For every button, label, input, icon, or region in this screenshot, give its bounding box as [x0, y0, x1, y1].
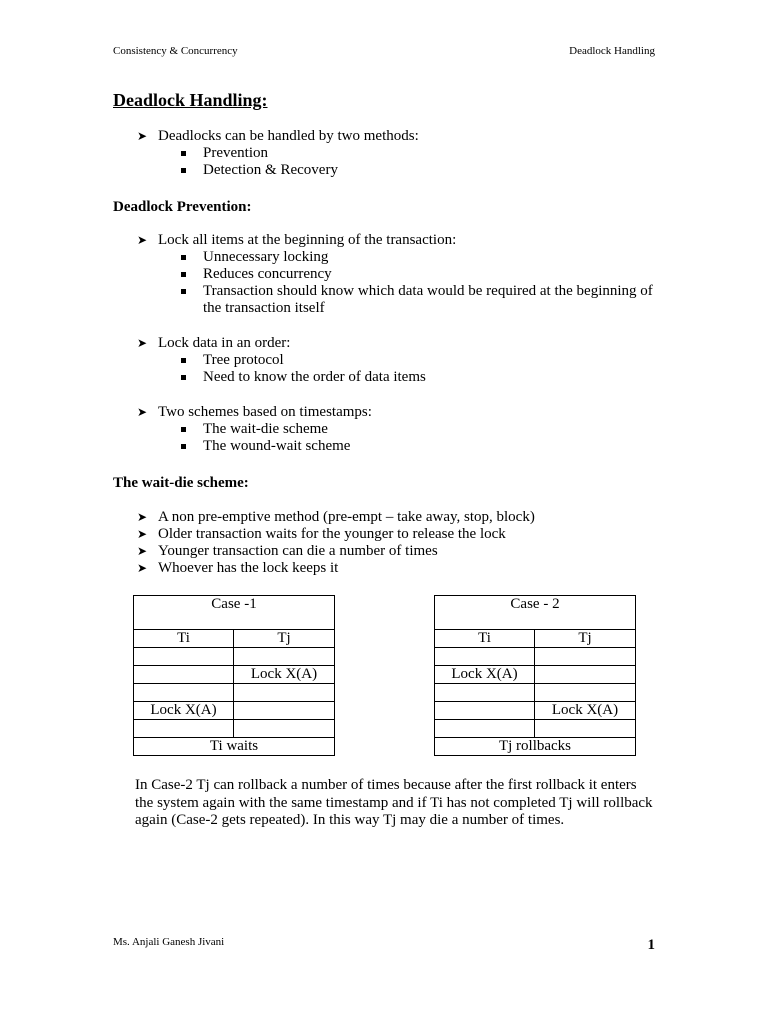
sub-bullet-item: Tree protocol	[137, 352, 657, 369]
arrow-bullet-icon: ➤	[137, 129, 148, 143]
intro-list	[137, 128, 657, 179]
table-cell	[435, 702, 535, 720]
square-bullet-icon	[181, 375, 186, 380]
arrow-bullet-item: ➤ Younger transaction can die a number of times	[137, 543, 438, 559]
prevention-group	[137, 232, 657, 317]
section-heading-prevention: Deadlock Prevention:	[113, 199, 252, 215]
prevention-group	[137, 335, 657, 386]
square-bullet-icon	[181, 289, 186, 294]
case2-table	[434, 595, 636, 756]
sub-bullet-item: Reduces concurrency	[137, 266, 657, 283]
table-cell	[234, 720, 335, 738]
case2-col-tj: Tj	[535, 630, 636, 648]
case1-result: Ti waits	[134, 738, 335, 756]
wait-die-points	[137, 509, 657, 577]
table-cell	[134, 684, 234, 702]
prevention-group	[137, 404, 657, 455]
case2-ti-lock: Lock X(A)	[435, 666, 535, 684]
bullet-text: Lock all items at the beginning of the transaction:	[158, 232, 457, 248]
square-bullet-icon	[181, 272, 186, 277]
arrow-bullet-icon: ➤	[137, 510, 148, 524]
arrow-bullet-icon: ➤	[137, 405, 148, 419]
case2-result: Tj rollbacks	[435, 738, 636, 756]
page-title: Deadlock Handling:	[113, 90, 268, 110]
square-bullet-icon	[181, 358, 186, 363]
table-cell	[435, 648, 535, 666]
bullet-text: Deadlocks can be handled by two methods:	[158, 128, 419, 144]
case2-col-ti: Ti	[435, 630, 535, 648]
square-bullet-icon	[181, 444, 186, 449]
table-cell	[435, 684, 535, 702]
arrow-bullet-item: ➤ Older transaction waits for the younger to release the lock	[137, 526, 506, 542]
case1-ti-lock: Lock X(A)	[134, 702, 234, 720]
header-right: Deadlock Handling	[569, 45, 655, 57]
arrow-bullet-item	[137, 128, 657, 145]
arrow-bullet-icon: ➤	[137, 561, 148, 575]
table-cell	[134, 666, 234, 684]
explanation-paragraph: In Case-2 Tj can rollback a number of times because after the first rollback it enters the system again with the same timestamp and if Ti has not completed Tj will rollback again (Case-2 gets repeated). In this way Tj may die a number of times.	[135, 777, 653, 828]
square-bullet-icon	[181, 427, 186, 432]
table-cell	[234, 648, 335, 666]
arrow-bullet-item	[137, 232, 657, 249]
square-bullet-icon	[181, 255, 186, 260]
arrow-bullet-item: ➤ A non pre-emptive method (pre-empt – take away, stop, block)	[137, 509, 535, 525]
section-heading-wait-die: The wait-die scheme:	[113, 475, 249, 491]
arrow-bullet-icon: ➤	[137, 544, 148, 558]
sub-bullet-item: Detection & Recovery	[137, 162, 657, 179]
sub-bullet-item: Transaction should know which data would be required at the beginning of the transaction itself	[137, 283, 657, 317]
sub-bullet-item: Need to know the order of data items	[137, 369, 657, 386]
header-left: Consistency & Concurrency	[113, 45, 238, 57]
arrow-bullet-icon: ➤	[137, 233, 148, 247]
bullet-text: Lock data in an order:	[158, 335, 291, 351]
case1-tj-lock: Lock X(A)	[234, 666, 335, 684]
table-cell	[535, 684, 636, 702]
case1-table	[133, 595, 335, 756]
footer-author: Ms. Anjali Ganesh Jivani	[113, 936, 225, 948]
table-cell	[234, 684, 335, 702]
case2-tj-lock: Lock X(A)	[535, 702, 636, 720]
sub-bullet-item: Prevention	[137, 145, 657, 162]
arrow-bullet-icon: ➤	[137, 527, 148, 541]
arrow-bullet-icon: ➤	[137, 336, 148, 350]
arrow-bullet-item: ➤ Whoever has the lock keeps it	[137, 560, 339, 576]
sub-bullet-item: The wait-die scheme	[137, 421, 657, 438]
table-cell	[134, 720, 234, 738]
sub-bullet-item: Unnecessary locking	[137, 249, 657, 266]
table-cell	[134, 648, 234, 666]
case2-title: Case - 2	[435, 596, 636, 630]
case1-col-ti: Ti	[134, 630, 234, 648]
page-number: 1	[647, 937, 655, 953]
table-cell	[234, 702, 335, 720]
arrow-bullet-item	[137, 404, 657, 421]
case1-title: Case -1	[134, 596, 335, 630]
table-cell	[435, 720, 535, 738]
bullet-text: Two schemes based on timestamps:	[158, 404, 372, 420]
table-cell	[535, 666, 636, 684]
sub-bullet-item: The wound-wait scheme	[137, 438, 657, 455]
square-bullet-icon	[181, 168, 186, 173]
table-cell	[535, 648, 636, 666]
case1-col-tj: Tj	[234, 630, 335, 648]
table-cell	[535, 720, 636, 738]
square-bullet-icon	[181, 151, 186, 156]
arrow-bullet-item	[137, 335, 657, 352]
